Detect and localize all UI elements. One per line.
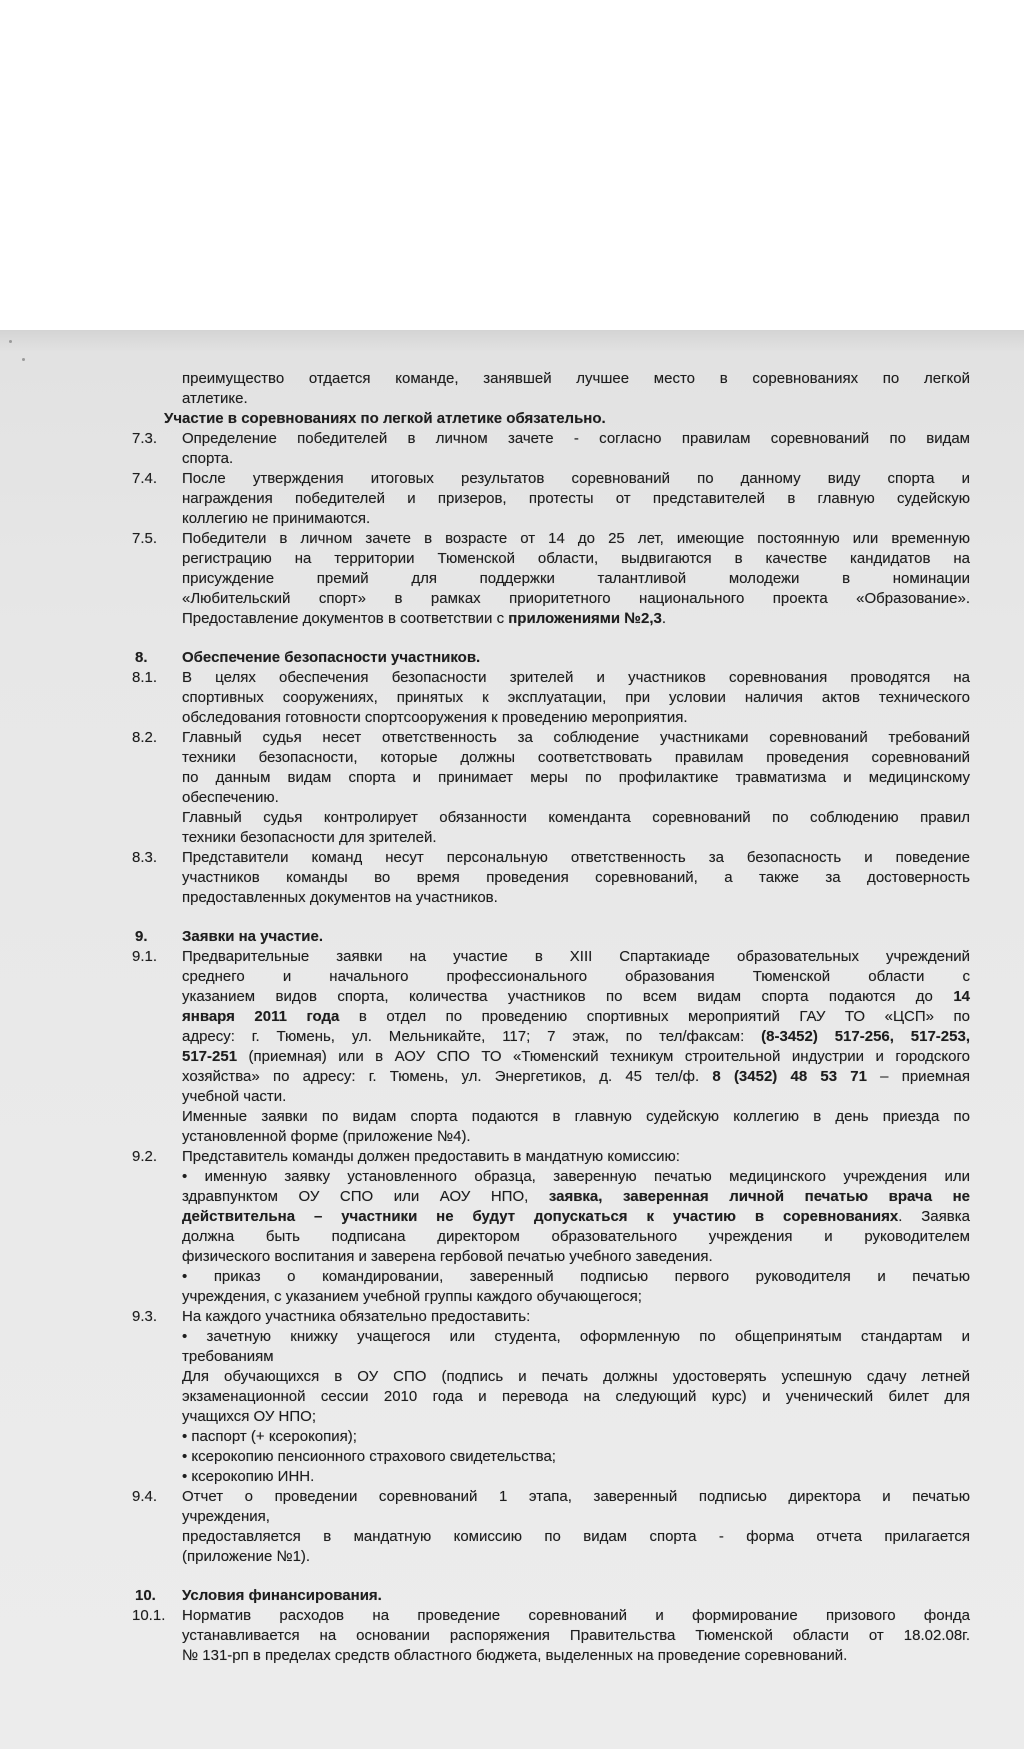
paragraph (182, 947, 970, 1107)
paragraph (182, 1467, 970, 1487)
paragraph (182, 1427, 970, 1447)
clause-number: 9.1. (132, 948, 158, 965)
text-run: техники безопасности, которые должны соответствовать правилам проведения соревнований (182, 749, 970, 766)
paragraph (182, 668, 970, 728)
text-run: Предоставление документов в соответствии с (182, 610, 509, 627)
text-line (182, 1247, 970, 1267)
text-run: • паспорт (+ ксерокопия); (182, 1428, 357, 1445)
text-run: Победители в личном зачете в возрасте от 14 до 25 лет, имеющие постоянную или временную (182, 530, 970, 547)
bold-text-run: действительна – участники не будут допускаться к участию в соревнованиях (182, 1208, 899, 1225)
clause-body (182, 1307, 970, 1487)
paragraph (182, 1527, 970, 1567)
text-line (182, 987, 970, 1007)
paragraph (182, 1167, 970, 1267)
text-line (182, 788, 970, 808)
text-line (182, 1407, 970, 1427)
text-run: Определение победителей в личном зачете - согласно правилам соревнований по видам (182, 430, 970, 447)
text-line (182, 1107, 970, 1127)
text-run: техники безопасности для зрителей. (182, 829, 437, 846)
text-line (182, 1447, 970, 1467)
text-line (182, 1367, 970, 1387)
text-run: учреждения, с указанием учебной группы каждого обучающегося; (182, 1288, 642, 1305)
text-run: Отчет о проведении соревнований 1 этапа, заверенный подписью директора и печатью (182, 1488, 970, 1505)
paragraph (182, 1107, 970, 1147)
text-line (182, 369, 970, 389)
text-run: Для обучающихся в ОУ СПО (подпись и печать должны удостоверять успешную сдачу летней (182, 1368, 970, 1385)
section-title: Условия финансирования. (182, 1587, 382, 1604)
text-run: «Любительский спорт» в рамках приоритетного национального проекта «Образование». (182, 590, 970, 607)
text-line (182, 449, 970, 469)
text-run: После утверждения итоговых результатов соревнований по данному виду спорта и (182, 470, 970, 487)
text-line (182, 1027, 970, 1047)
text-line (182, 609, 970, 629)
text-line (182, 1207, 970, 1227)
text-line (182, 708, 970, 728)
bold-text-run: приложениями №2,3 (508, 610, 662, 627)
text-line (182, 589, 970, 609)
text-line (182, 1067, 970, 1087)
text-run: предоставляется в мандатную комиссию по видам спорта - форма отчета прилагается (182, 1528, 970, 1545)
text-line (182, 1187, 970, 1207)
text-line (182, 768, 970, 788)
text-run: – приемная (866, 1068, 970, 1085)
clause-body (182, 947, 970, 1147)
text-run: обеспечению. (182, 789, 279, 806)
text-run: (приложение №1). (182, 1548, 311, 1565)
text-line (182, 1167, 970, 1187)
text-line (164, 409, 970, 429)
text-run: Главный судья несет ответственность за соблюдение участниками соревнований требований (182, 729, 970, 746)
clause-body (182, 728, 970, 848)
clause-body (182, 429, 970, 469)
text-run: • именную заявку установленного образца, заверенную печатью медицинского учреждения или (182, 1168, 970, 1185)
text-run: среднего и начального профессионального образования Тюменской области с (182, 968, 970, 985)
text-run: экзаменационной сессии 2010 года и перевода на следующий курс) и ученический билет для (182, 1388, 970, 1405)
text-run: Главный судья контролирует обязанности коменданта соревнований по соблюдению правил (182, 809, 970, 826)
clause-item (0, 947, 970, 1147)
bold-text-run: 14 (953, 988, 970, 1005)
clause-number: 7.3. (132, 430, 158, 447)
text-line (182, 1487, 970, 1507)
text-line (182, 1427, 970, 1447)
section-heading (0, 648, 970, 668)
clause-number: 9.4. (132, 1488, 158, 1505)
text-run: • зачетную книжку учащегося или студента, оформленную по общепринятым стандартам и (182, 1328, 970, 1345)
scan-speck (9, 340, 12, 343)
paragraph (182, 1367, 970, 1427)
paragraph (182, 1606, 970, 1666)
text-run: (приемная) или в АОУ СПО ТО «Тюменский техникум строительной индустрии и городского (237, 1048, 970, 1065)
text-run: На каждого участника обязательно предоставить: (182, 1308, 531, 1325)
paragraph (182, 1307, 970, 1327)
text-run: установленной форме (приложение №4). (182, 1128, 471, 1145)
text-line (182, 529, 970, 549)
text-line (182, 1347, 970, 1367)
text-line (182, 1127, 970, 1147)
clause-body (182, 668, 970, 728)
paragraph (182, 529, 970, 629)
bold-text-run: 8 (3452) 48 53 71 (712, 1068, 867, 1085)
clause-number: 8.3. (132, 849, 158, 866)
scan-speck (22, 358, 25, 361)
section-heading (0, 927, 970, 947)
paragraph (182, 728, 970, 808)
section-number: 10. (135, 1587, 156, 1604)
text-line (182, 1007, 970, 1027)
bold-text-run: заявка, заверенная личной печатью врача не (548, 1188, 970, 1205)
text-line (182, 1387, 970, 1407)
text-run: Именные заявки по видам спорта подаются в главную судейскую коллегию в день приезда по (182, 1108, 970, 1125)
clause-item (0, 1147, 970, 1307)
bold-text-run: января 2011 года (182, 1008, 340, 1025)
text-line (182, 389, 970, 409)
text-run: преимущество отдается команде, занявшей лучшее место в соревнованиях по легкой (182, 370, 970, 387)
clause-item (0, 429, 970, 469)
text-run: присуждение премий для поддержки талантливой молодежи в номинации (182, 570, 970, 587)
text-run: в отдел по проведению спортивных мероприятий ГАУ ТО «ЦСП» по (339, 1008, 970, 1025)
section-heading (0, 1586, 970, 1606)
paragraph (182, 1447, 970, 1467)
text-run: участников команды во время проведения соревнований, а также за достоверность (182, 869, 970, 886)
text-line (182, 1307, 970, 1327)
text-line (182, 489, 970, 509)
section-title: Обеспечение безопасности участников. (182, 649, 481, 666)
text-run: хозяйства» по адресу: г. Тюмень, ул. Энергетиков, д. 45 тел/ф. (182, 1068, 713, 1085)
text-line (182, 748, 970, 768)
text-run: • ксерокопию ИНН. (182, 1468, 315, 1485)
text-run: физического воспитания и заверена гербовой печатью учебного заведения. (182, 1248, 713, 1265)
bold-text-run: (8-3452) 517-256, 517-253, (761, 1028, 971, 1045)
text-run: . (661, 610, 667, 627)
text-line (182, 967, 970, 987)
section-number: 8. (135, 649, 148, 666)
section-number: 9. (135, 928, 148, 945)
clause-number: 7.4. (132, 470, 158, 487)
clause-item (0, 728, 970, 848)
text-line (182, 808, 970, 828)
clause-body (182, 529, 970, 629)
clause-item (0, 668, 970, 728)
clause-number: 10.1. (132, 1607, 166, 1624)
paragraph (182, 429, 970, 469)
text-run: В целях обеспечения безопасности зрителей и участников соревнования проводятся на (182, 669, 970, 686)
text-run: должна быть подписана директором образовательного учреждения и руководителем (182, 1228, 970, 1245)
clause-item (0, 469, 970, 529)
text-line (182, 1467, 970, 1487)
text-line (182, 1267, 970, 1287)
text-line (182, 549, 970, 569)
clause-number: 8.1. (132, 669, 158, 686)
text-run: учебной части. (182, 1088, 287, 1105)
text-run: награждения победителей и призеров, протесты от представителей в главную судейскую (182, 490, 970, 507)
text-line (182, 1646, 970, 1666)
text-run: • ксерокопию пенсионного страхового свидетельства; (182, 1448, 556, 1465)
text-run: спорта. (182, 450, 234, 467)
text-line (182, 848, 970, 868)
text-line (182, 728, 970, 748)
bold-text-run: 517-251 (182, 1048, 238, 1065)
paragraph (182, 1147, 970, 1167)
text-line (182, 668, 970, 688)
text-line (182, 1626, 970, 1646)
clause-body (182, 848, 970, 908)
clause-item (0, 369, 970, 429)
clause-body (182, 1147, 970, 1307)
paragraph (182, 1267, 970, 1307)
text-run: здравпунктом ОУ СПО или АОУ НПО, (182, 1188, 549, 1205)
text-run: Представитель команды должен предоставить в мандатную комиссию: (182, 1148, 680, 1165)
document-text (0, 369, 1024, 1666)
text-run: обследования готовности спортсооружения к проведению мероприятия. (182, 709, 688, 726)
text-run: атлетике. (182, 390, 248, 407)
text-run: требованиям (182, 1348, 274, 1365)
clause-body (182, 1487, 970, 1567)
paragraph (182, 1327, 970, 1367)
text-line (182, 469, 970, 489)
text-line (182, 509, 970, 529)
text-line (182, 888, 970, 908)
text-run: спортивных сооружениях, принятых к эксплуатации, при условии наличия актов технического (182, 689, 970, 706)
text-run: учреждения, (182, 1508, 270, 1525)
clause-body (164, 369, 970, 429)
text-run: Представители команд несут персональную ответственность за безопасность и поведение (182, 849, 970, 866)
text-line (182, 947, 970, 967)
clause-number: 8.2. (132, 729, 158, 746)
text-run: . Заявка (898, 1208, 970, 1225)
text-line (182, 868, 970, 888)
clause-number: 9.2. (132, 1148, 158, 1165)
paragraph (182, 1487, 970, 1527)
text-run: регистрацию на территории Тюменской области, выдвигаются в качестве кандидатов на (182, 550, 970, 567)
clause-item (0, 1307, 970, 1487)
text-run: учащихся ОУ НПО; (182, 1408, 316, 1425)
text-line (182, 1087, 970, 1107)
text-line (182, 1547, 970, 1567)
text-run: предоставленных документов на участников. (182, 889, 498, 906)
clause-item (0, 848, 970, 908)
text-line (182, 1047, 970, 1067)
paragraph (182, 848, 970, 908)
text-line (182, 1227, 970, 1247)
paragraph (182, 369, 970, 409)
clause-body (182, 1606, 970, 1666)
text-run: указанием видов спорта, количества участников по всем видам спорта подаются до (182, 988, 954, 1005)
text-line (182, 429, 970, 449)
clause-number: 9.3. (132, 1308, 158, 1325)
bold-text-run: Участие в соревнованиях по легкой атлетике обязательно. (164, 410, 606, 427)
text-run: Норматив расходов на проведение соревнований и формирование призового фонда (182, 1607, 970, 1624)
text-line (182, 569, 970, 589)
text-line (182, 1287, 970, 1307)
text-run: • приказ о командировании, заверенный подписью первого руководителя и печатью (182, 1268, 970, 1285)
text-run: по данным видам спорта и принимает меры по профилактике травматизма и медицинскому (182, 769, 970, 786)
text-line (182, 1147, 970, 1167)
clause-item (0, 1606, 970, 1666)
paragraph (164, 409, 970, 429)
clause-body (182, 469, 970, 529)
clause-item (0, 1487, 970, 1567)
clause-number: 7.5. (132, 530, 158, 547)
text-run: адресу: г. Тюмень, ул. Мельникайте, 117; 7 этаж, по тел/факсам: (182, 1028, 762, 1045)
text-run: коллегию не принимаются. (182, 510, 371, 527)
paragraph (182, 808, 970, 848)
clause-item (0, 529, 970, 629)
text-run: Предварительные заявки на участие в XIII Спартакиаде образовательных учреждений (182, 948, 970, 965)
text-line (182, 1507, 970, 1527)
text-line (182, 1527, 970, 1547)
text-line (182, 1327, 970, 1347)
section-title: Заявки на участие. (182, 928, 323, 945)
text-run: устанавливается на основании распоряжения Правительства Тюменской области от 18.02.08г. (182, 1627, 970, 1644)
text-line (182, 688, 970, 708)
text-line (182, 828, 970, 848)
text-run: № 131-рп в пределах средств областного бюджета, выделенных на проведение соревнований. (182, 1647, 848, 1664)
paragraph (182, 469, 970, 529)
text-line (182, 1606, 970, 1626)
